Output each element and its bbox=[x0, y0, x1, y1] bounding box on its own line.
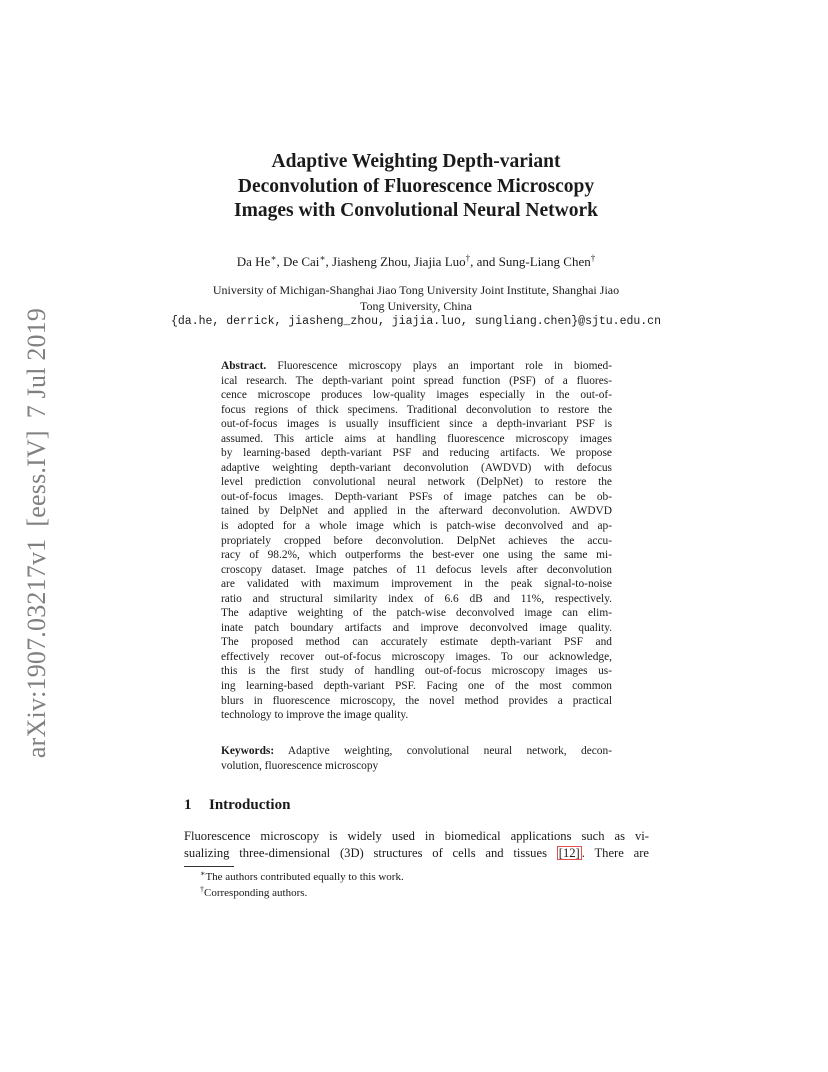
affiliation-line: Tong University, China bbox=[359, 298, 473, 313]
body-text: sualizing three-dimensional (3D) structures of cells and tissues bbox=[184, 846, 557, 860]
footnote-mark: ∗ bbox=[200, 869, 206, 878]
title-line: Adaptive Weighting Depth-variant bbox=[271, 151, 561, 172]
title-line: Images with Convolutional Neural Network bbox=[234, 200, 598, 221]
abstract-line: technology to improve the image quality. bbox=[221, 709, 409, 722]
body-text: . There are bbox=[581, 846, 649, 860]
abstract-line: are validated with maximum improvement in the peak signal-to-noise bbox=[221, 578, 612, 591]
keywords-label: Keywords: bbox=[221, 745, 275, 757]
author-list bbox=[150, 253, 682, 271]
abstract-line: is adopted for a whole image which is patch-wise deconvolved and ap- bbox=[221, 520, 612, 533]
footnote-text: Corresponding authors. bbox=[204, 887, 308, 899]
section-title: Introduction bbox=[209, 797, 291, 813]
abstract-line: tained by DelpNet and applied in the afterward deconvolution. AWDVD bbox=[221, 505, 612, 518]
abstract-line: out-of-focus images. Depth-variant PSFs of image patches can be ob- bbox=[221, 490, 612, 503]
abstract-line: racy of 98.2%, which outperforms the best-ever one using the same mi- bbox=[221, 549, 612, 562]
abstract-line: The adaptive weighting of the patch-wise deconvolved image can elim- bbox=[221, 607, 612, 620]
abstract-line: focus regions of thick specimens. Traditional deconvolution to restore the bbox=[221, 403, 612, 416]
paper-title bbox=[150, 150, 682, 224]
abstract-line: ical research. The depth-variant point spread function (PSF) of a fluores- bbox=[221, 374, 612, 387]
author-name: , Jiasheng Zhou, Jiajia Luo bbox=[325, 254, 466, 269]
abstract-line: out-of-focus images is usually insufficient since a depth-invariant PSF is bbox=[221, 418, 612, 431]
author-name: Da He bbox=[236, 254, 271, 269]
abstract-line: this is the first study of handling out-of-focus microscopy images us- bbox=[221, 665, 612, 678]
abstract-line: cence microscope produces low-quality images especially in the out-of- bbox=[221, 389, 612, 402]
body-line bbox=[184, 845, 649, 862]
author-emails: {da.he, derrick, jiasheng_zhou, jiajia.luo, sungliang.chen}@sjtu.edu.cn bbox=[171, 315, 661, 328]
section-number: 1 bbox=[184, 797, 192, 813]
abstract-line: inate patch boundary artifacts and improve deconvolved image quality. bbox=[221, 621, 612, 634]
abstract bbox=[221, 359, 612, 723]
abstract-line: ing learning-based depth-variant PSF. Facing one of the most common bbox=[221, 680, 612, 693]
affiliation bbox=[170, 283, 662, 330]
footnote-mark: † bbox=[200, 885, 204, 894]
arxiv-identifier bbox=[22, 302, 52, 764]
citation-link[interactable]: [12] bbox=[558, 846, 580, 860]
author-name: , and Sung-Liang Chen bbox=[470, 254, 591, 269]
footnotes bbox=[200, 869, 404, 901]
abstract-line: The proposed method can accurately estimate depth-variant PSF and bbox=[221, 636, 612, 649]
footnote-rule bbox=[184, 866, 234, 867]
title-line: Deconvolution of Fluorescence Microscopy bbox=[237, 175, 595, 197]
keywords-line bbox=[221, 744, 612, 759]
author-mark: † bbox=[465, 253, 471, 263]
abstract-line: propriately cropped before deconvolution. DelpNet achieves the accu- bbox=[221, 534, 612, 547]
abstract-line: effectively recover out-of-focus microscopy images. To our acknowledge, bbox=[221, 650, 612, 663]
arxiv-category: [eess.IV] bbox=[22, 430, 51, 527]
arxiv-id: arXiv:1907.03217v1 bbox=[22, 538, 51, 759]
abstract-label: Abstract. bbox=[221, 360, 267, 372]
abstract-line: adaptive weighting depth-variant deconvolution (AWDVD) with defocus bbox=[221, 461, 612, 474]
body-line: Fluorescence microscopy is widely used in biomedical applications such as vi- bbox=[184, 829, 649, 843]
intro-paragraph bbox=[184, 828, 649, 862]
author-name: , De Cai bbox=[276, 254, 320, 269]
abstract-line: assumed. This article aims at handling fluorescence microscopy images bbox=[221, 432, 612, 445]
abstract-line: level prediction convolutional neural network (DelpNet) to restore the bbox=[221, 476, 612, 489]
abstract-line: by learning-based depth-variant PSF and reducing artifacts. We propose bbox=[221, 447, 612, 460]
arxiv-date: 7 Jul 2019 bbox=[22, 307, 51, 419]
keywords-line: volution, fluorescence microscopy bbox=[221, 759, 379, 772]
author-mark: † bbox=[590, 253, 596, 263]
abstract-line: croscopy dataset. Image patches of 11 defocus levels after deconvolution bbox=[221, 563, 612, 576]
affiliation-line: University of Michigan-Shanghai Jiao Tong University Joint Institute, Shanghai Jiao bbox=[212, 283, 620, 297]
footnote-text: The authors contributed equally to this work. bbox=[205, 871, 404, 883]
keywords bbox=[221, 744, 612, 773]
abstract-line bbox=[221, 359, 612, 374]
author-mark: ∗ bbox=[270, 253, 277, 263]
keywords-text: Adaptive weighting, convolutional neural network, decon- bbox=[274, 745, 612, 757]
section-heading bbox=[184, 797, 290, 814]
author-mark: ∗ bbox=[319, 253, 326, 263]
abstract-line: blurs in fluorescence microscopy, the novel method provides a practical bbox=[221, 694, 612, 707]
abstract-text: Fluorescence microscopy plays an important role in biomed- bbox=[266, 360, 612, 372]
abstract-line: ratio and structural similarity index of 6.6 dB and 11%, respectively. bbox=[221, 592, 612, 605]
footnote bbox=[200, 869, 404, 885]
footnote bbox=[200, 885, 404, 901]
